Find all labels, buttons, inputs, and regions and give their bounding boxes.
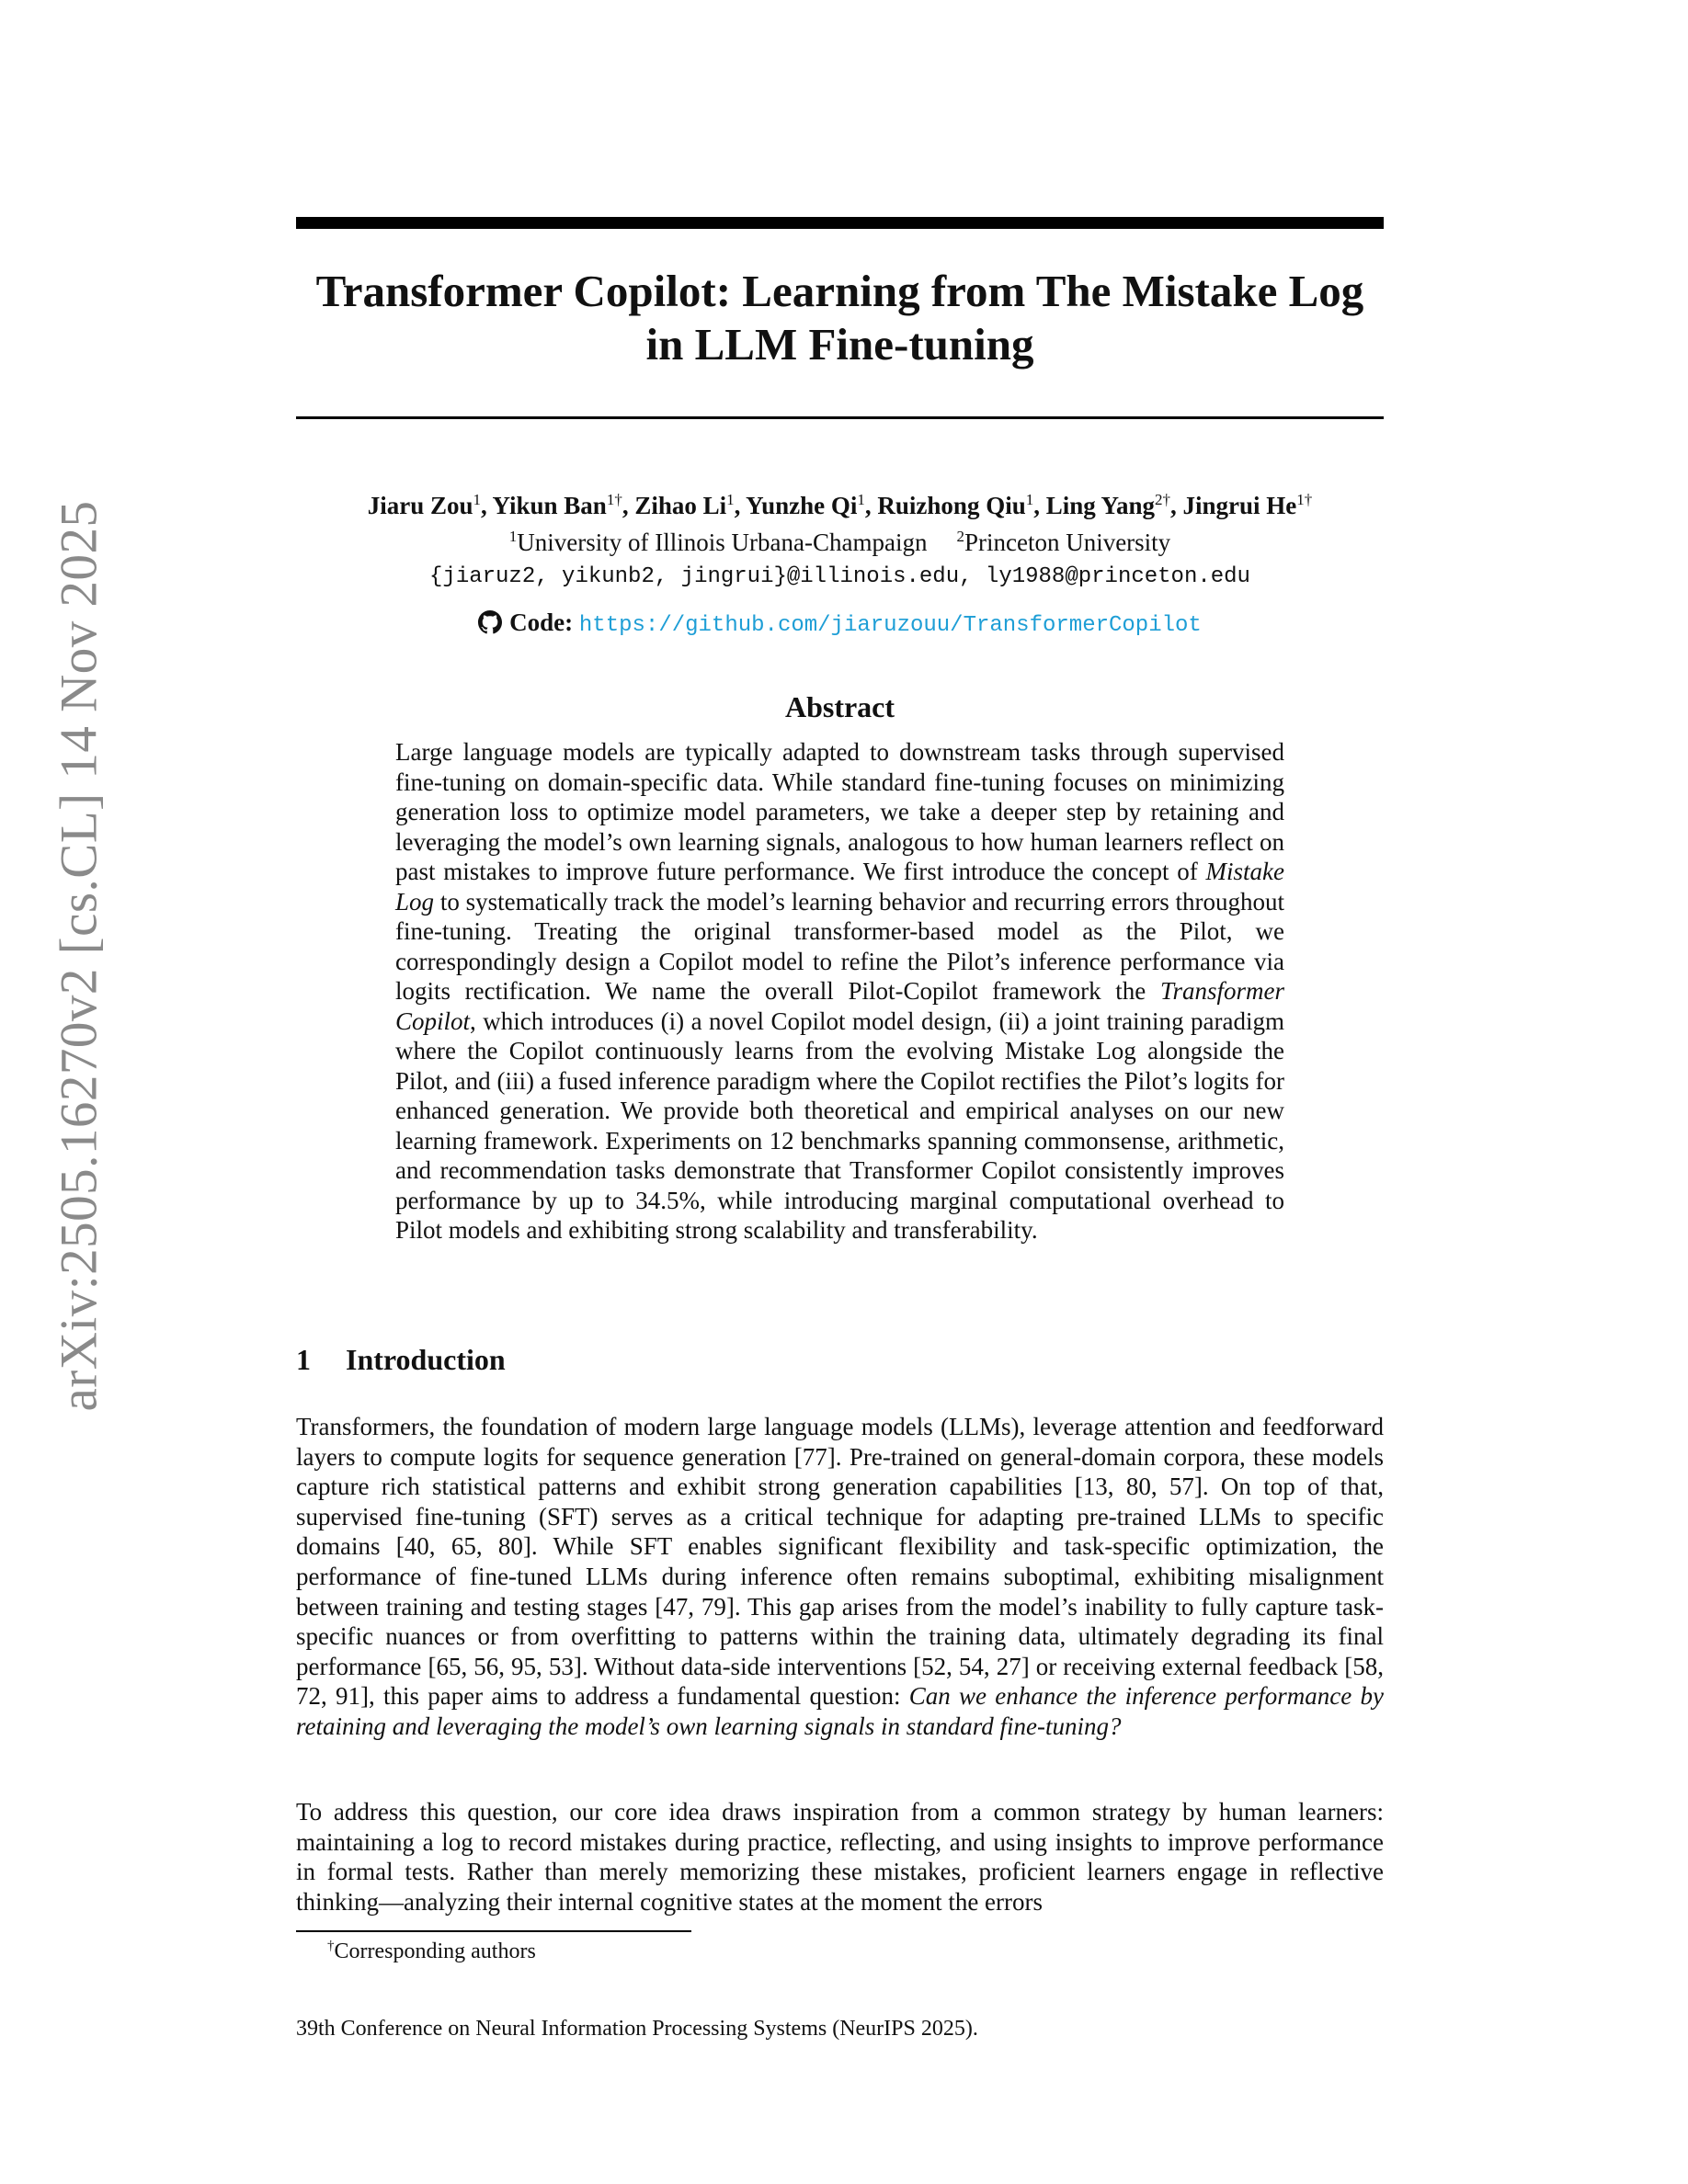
affiliation-name: University of Illinois Urbana-Champaign xyxy=(517,529,928,556)
author xyxy=(1046,492,1183,519)
author xyxy=(368,492,493,519)
abstract-text-part: , which introduces (i) a novel Copilot model design, (ii) a joint training paradigm where the Copilot continuously learns from the evolving Mistake Log alongside the Pilot, and (iii) a fused inference paradigm where the Copilot rectifies the Pilot’s logits for enhanced generation. We provide both theoretical and empirical analyses on our new learning framework. Experiments on 12 benchmarks spanning commonsense, arithmetic, and recommendation tasks demonstrate that Transformer Copilot consistently improves performance by up to 34.5%, while introducing marginal computational overhead to Pilot models and exhibiting strong scalability and transferability. xyxy=(395,1007,1284,1244)
affiliation xyxy=(956,529,1170,556)
author-affiliation-mark: 1 xyxy=(726,491,735,508)
author-name: Yikun Ban xyxy=(492,492,607,519)
affiliation-list xyxy=(296,527,1384,558)
venue-note: 39th Conference on Neural Information Processing Systems (NeurIPS 2025). xyxy=(296,2017,978,2041)
author-emails: {jiaruz2, yikunb2, jingrui}@illinois.edu, ly1988@princeton.edu xyxy=(429,564,1250,589)
research-question: Can we enhance the inference performance by retaining and leveraging the model’s own learning signals in standard fine-tuning? xyxy=(296,1682,1384,1740)
author-separator: , xyxy=(480,492,493,519)
abstract-emphasis: Transformer Copilot xyxy=(395,977,1284,1035)
title-bottom-rule xyxy=(296,416,1384,419)
author xyxy=(746,492,877,519)
author-list xyxy=(296,490,1384,521)
author-name: Ling Yang xyxy=(1045,492,1156,519)
footnote-text: Corresponding authors xyxy=(334,1939,536,1963)
author-affiliation-mark: 1† xyxy=(606,491,622,508)
footnote-mark: † xyxy=(327,1939,335,1953)
author xyxy=(877,492,1045,519)
github-icon xyxy=(478,610,502,634)
introduction-paragraph-1 xyxy=(296,1412,1384,1742)
arxiv-identifier-stamp: arXiv:2505.16270v2 [cs.CL] 14 Nov 2025 xyxy=(50,500,108,1412)
abstract-text-part: to systematically track the model’s learning behavior and recurring errors throughout fine-tuning. Treating the original transformer-based model as the Pilot, we correspondingly design a Copilot model to refine the Pilot’s inference performance via logits rectification. We name the overall Pilot-Copilot framework the xyxy=(395,887,1284,1005)
section-heading-introduction xyxy=(296,1341,506,1378)
abstract-heading: Abstract xyxy=(784,690,895,723)
author-name: Ruizhong Qiu xyxy=(877,492,1026,519)
title-line-1: Transformer Copilot: Learning from The Mistake Log xyxy=(315,266,1364,316)
affiliation-mark: 1 xyxy=(508,528,518,545)
section-title: Introduction xyxy=(346,1343,506,1376)
author-affiliation-mark: 1 xyxy=(473,491,481,508)
footnote xyxy=(327,1938,536,1965)
affiliation-name: Princeton University xyxy=(964,529,1171,556)
abstract-text xyxy=(395,737,1284,1246)
author xyxy=(634,492,746,519)
author xyxy=(492,492,634,519)
author-separator: , xyxy=(622,492,635,519)
author-separator: , xyxy=(1033,492,1046,519)
abstract-emphasis: Mistake Log xyxy=(395,858,1284,916)
paper-title xyxy=(296,265,1384,371)
affiliation-mark: 2 xyxy=(956,528,964,545)
footnote-rule xyxy=(296,1930,691,1932)
author-separator: , xyxy=(734,492,747,519)
section-number: 1 xyxy=(296,1343,311,1376)
author-name: Jingrui He xyxy=(1182,492,1297,519)
author-name: Jiaru Zou xyxy=(367,492,473,519)
author-name: Zihao Li xyxy=(634,492,727,519)
abstract-text-part: Large language models are typically adapted to downstream tasks through supervised fine-tuning on domain-specific data. While standard fine-tuning focuses on minimizing generation loss to optimize model parameters, we take a deeper step by retaining and leveraging the model’s own learning signals, analogous to how human learners reflect on past mistakes to improve future performance. We first introduce the concept of xyxy=(395,738,1284,885)
affiliation xyxy=(509,529,928,556)
author-affiliation-mark: 1† xyxy=(1296,491,1313,508)
author-affiliation-mark: 1 xyxy=(1025,491,1034,508)
code-repository-link[interactable]: https://github.com/jiaruzouu/TransformerCopilot xyxy=(578,613,1202,638)
author-separator: , xyxy=(1170,492,1183,519)
title-line-2: in LLM Fine-tuning xyxy=(645,319,1034,370)
code-availability xyxy=(296,607,1384,642)
paragraph-text: Transformers, the foundation of modern large language models (LLMs), leverage attention and feedforward layers to compute logits for sequence generation [77]. Pre-trained on general-domain corpora, these models capture rich statistical patterns and exhibit strong generation capabilities [13, 80, 57]. On top of that, supervised fine-tuning (SFT) serves as a critical technique for adapting pre-trained LLMs to specific domains [40, 65, 80]. While SFT enables significant flexibility and task-specific optimization, the performance of fine-tuned LLMs during inference often remains suboptimal, exhibiting misalignment between training and testing stages [47, 79]. This gap arises from the model’s inability to fully capture task-specific nuances or from overfitting to patterns within the training data, ultimately degrading its final performance [65, 56, 95, 53]. Without data-side interventions [52, 54, 27] or receiving external feedback [58, 72, 91], this paper aims to address a fundamental question: xyxy=(296,1413,1384,1711)
author-affiliation-mark: 1 xyxy=(857,491,865,508)
introduction-paragraph-2: To address this question, our core idea draws inspiration from a common strategy by human learners: maintaining a log to record mistakes during practice, reflecting, and using insights to improve performance in formal tests. Rather than merely memorizing these mistakes, proficient learners engage in reflective thinking—analyzing their internal cognitive states at the moment the errors xyxy=(296,1798,1384,1916)
author xyxy=(1183,492,1313,519)
author-separator: , xyxy=(864,492,878,519)
title-top-rule xyxy=(296,217,1384,229)
code-label: Code: xyxy=(509,609,574,636)
author-name: Yunzhe Qi xyxy=(746,492,858,519)
author-affiliation-mark: 2† xyxy=(1155,491,1171,508)
